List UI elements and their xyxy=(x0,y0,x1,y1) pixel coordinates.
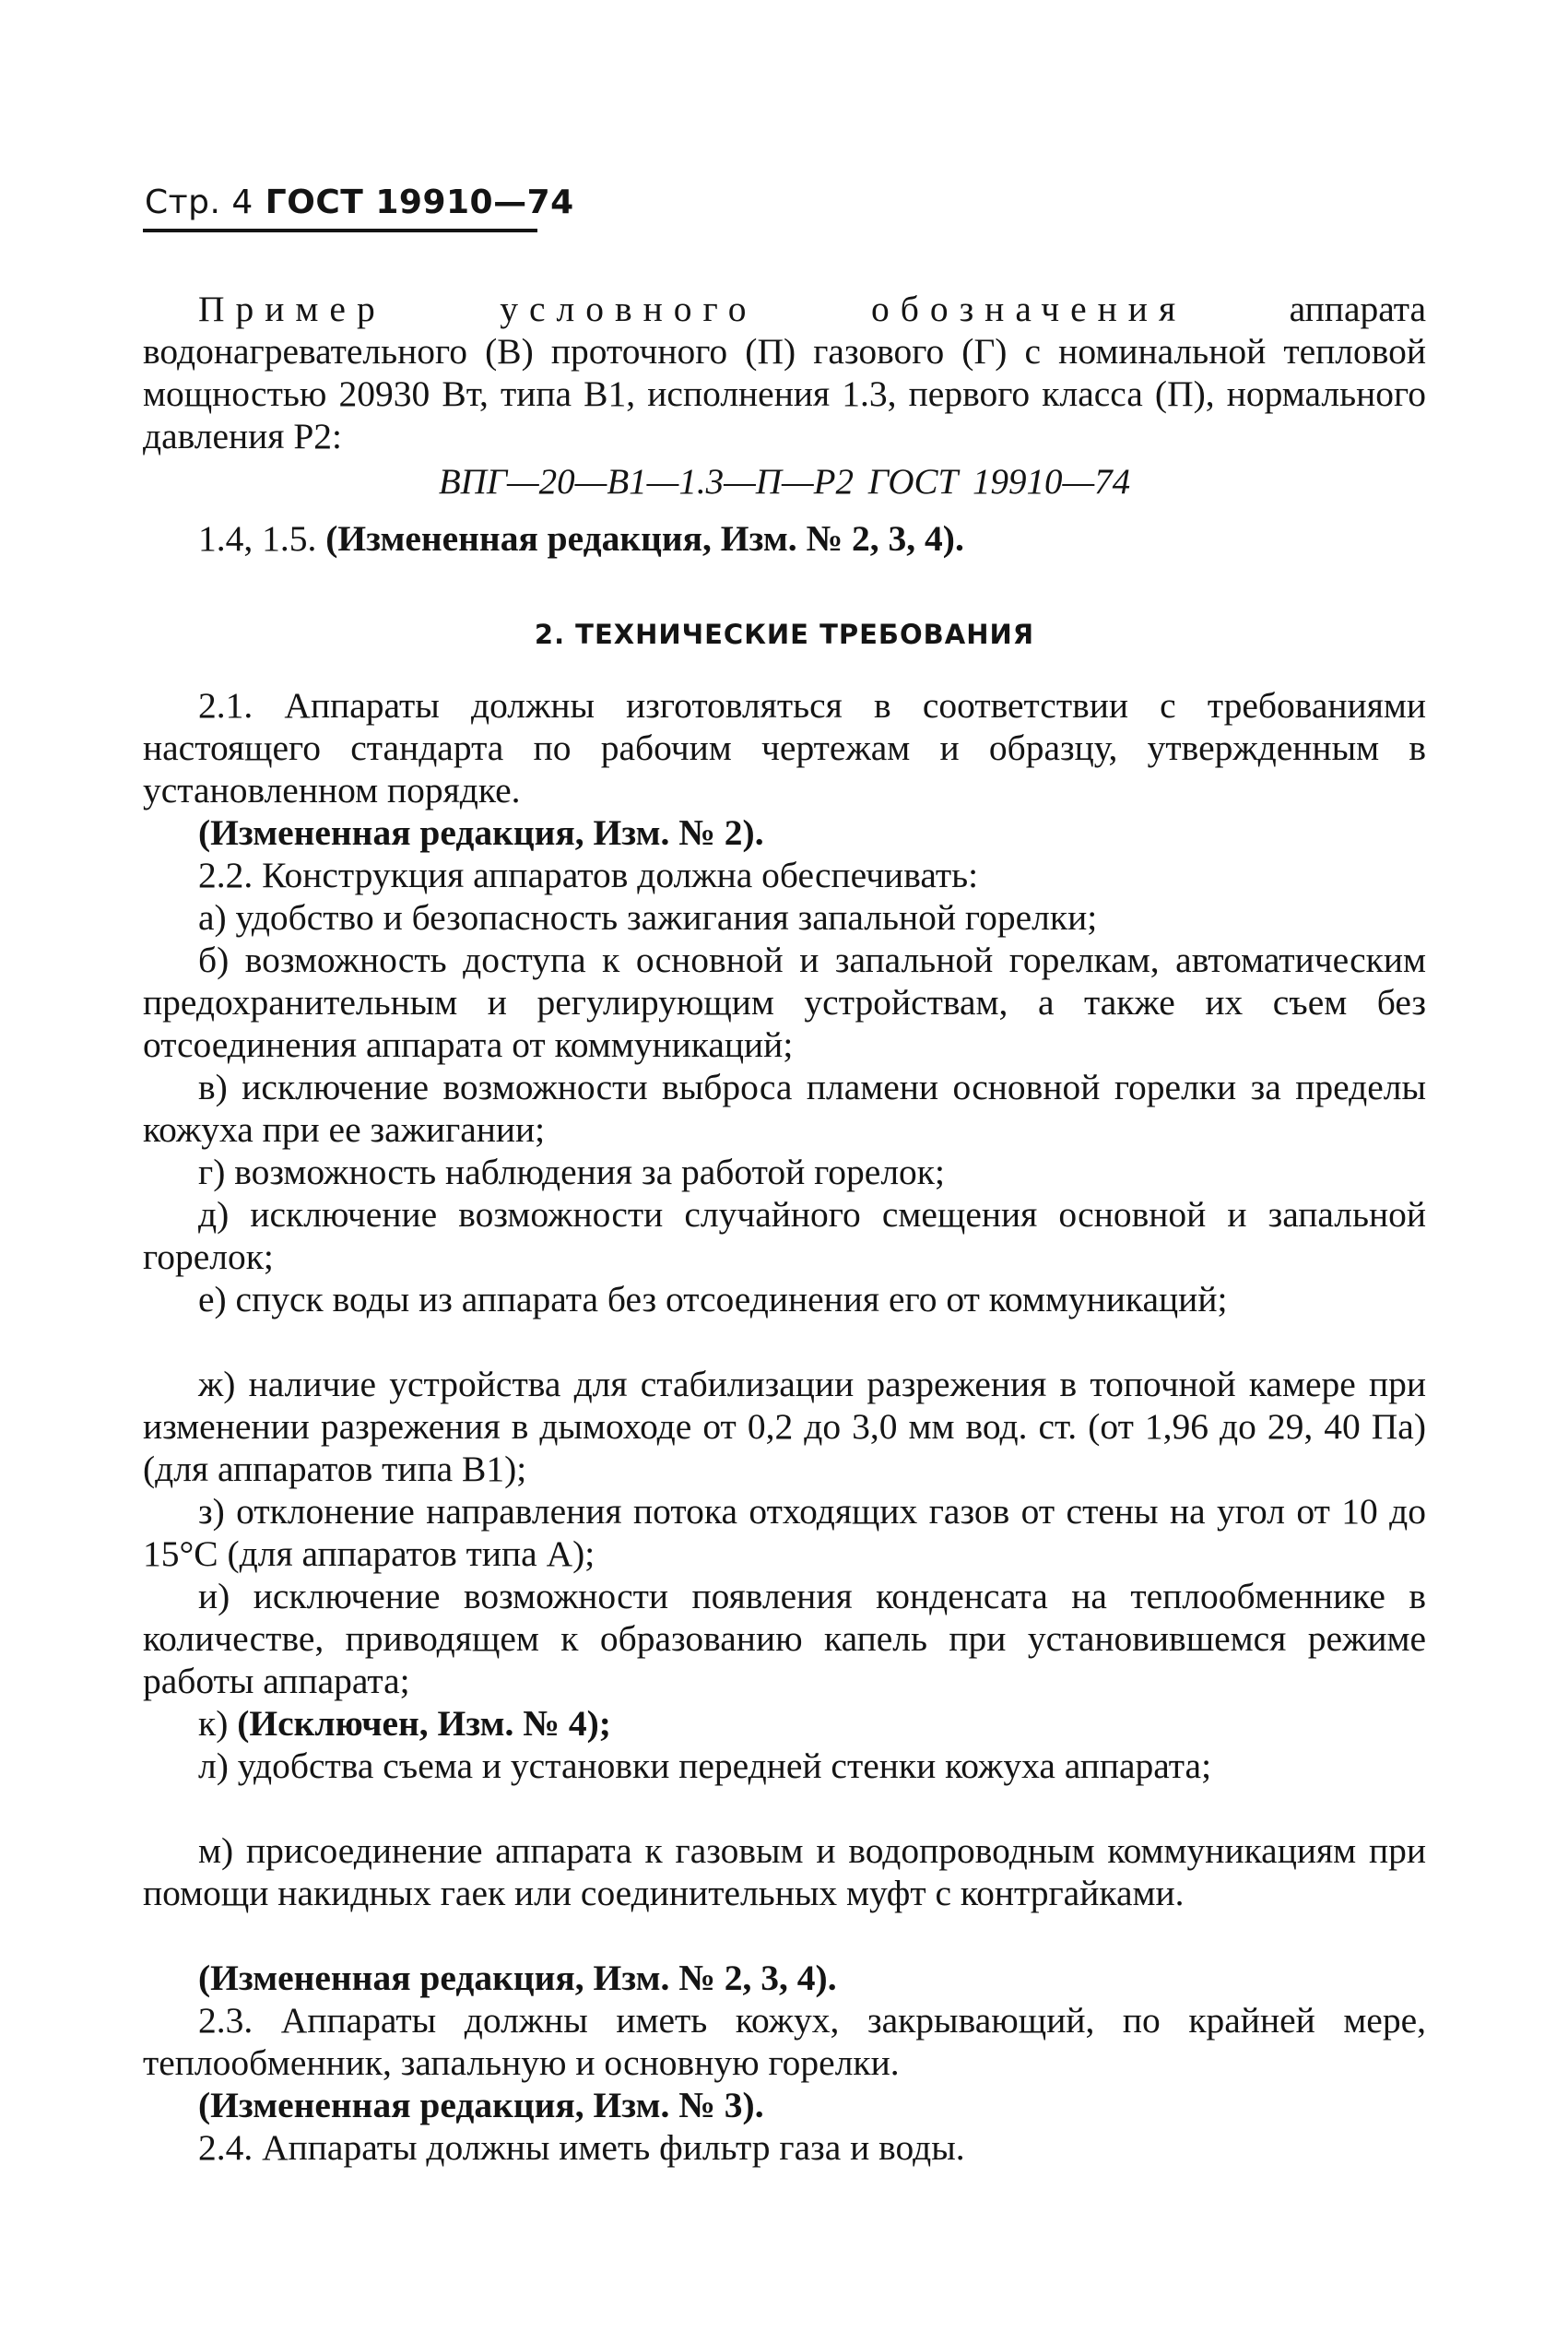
item-g: г) возможность наблюдения за работой горелок; xyxy=(198,1152,945,1192)
item-a: а) удобство и безопасность зажигания запальной горелки; xyxy=(198,897,1098,938)
item-d: д) исключение возможности случайного смещения основной и запальной горелок; xyxy=(143,1194,1426,1277)
amendment-note-2: (Измененная редакция, Изм. № 2). xyxy=(198,812,764,853)
product-designation: ВПГ—20—В1—1.3—П—Р2 ГОСТ 19910—74 xyxy=(438,462,1131,502)
item-l: л) удобства съема и установки передней стенки кожуха аппарата; xyxy=(198,1745,1212,1786)
clause-2-4: 2.4. Аппараты должны иметь фильтр газа и воды. xyxy=(198,2127,965,2168)
item-z: з) отклонение направления потока отходящих газов от стены на угол от 10 до 15°С (для аппаратов типа А); xyxy=(143,1491,1426,1574)
standard-number: ГОСТ 19910—74 xyxy=(265,183,574,221)
example-lead: Пример условного обозначения xyxy=(198,289,1187,329)
amendment-note-4: (Измененная редакция, Изм. № 3). xyxy=(198,2085,764,2125)
amendment-note-1 xyxy=(198,517,964,560)
example-paragraph xyxy=(143,288,1426,457)
clause-2-2: 2.2. Конструкция аппаратов должна обеспечивать: xyxy=(198,855,979,895)
item-k xyxy=(198,1702,611,1745)
section-title: 2. ТЕХНИЧЕСКИЕ ТРЕБОВАНИЯ xyxy=(534,619,1035,650)
item-k-text: (Исключен, Изм. № 4); xyxy=(237,1703,611,1744)
item-i: и) исключение возможности появления конденсата на теплообменнике в количестве, приводящем к образованию капель при установившемся режиме работы аппарата; xyxy=(143,1576,1426,1701)
header-rule xyxy=(143,229,537,232)
item-b: б) возможность доступа к основной и запальной горелкам, автоматическим предохранительным и регулирующим устройствам, а также их съем без отсоединения аппарата от коммуникаций; xyxy=(143,940,1426,1065)
item-k-label: к) xyxy=(198,1703,229,1744)
item-m: м) присоединение аппарата к газовым и водопроводным коммуникациям при помощи накидных гаек или соединительных муфт с контргайками. xyxy=(143,1830,1426,1913)
amendment-text: (Измененная редакция, Изм. № 2, 3, 4). xyxy=(325,518,964,559)
item-v: в) исключение возможности выброса пламени основной горелки за пределы кожуха при ее зажигании; xyxy=(143,1067,1426,1150)
running-header xyxy=(145,183,574,223)
item-zh: ж) наличие устройства для стабилизации разрежения в топочной камере при изменении разрежения в дымоходе от 0,2 до 3,0 мм вод. ст. (от 1,96 до 29, 40 Па) (для аппаратов типа В1); xyxy=(143,1364,1426,1489)
example-text: аппарата водонагревательного (В) проточного (П) газового (Г) с номинальной тепловой мощностью 20930 Вт, типа В1, исполнения 1.3, первого класса (П), нормального давления Р2: xyxy=(143,289,1427,456)
amendment-note-3: (Измененная редакция, Изм. № 2, 3, 4). xyxy=(198,1958,837,1998)
clause-2-1: 2.1. Аппараты должны изготовляться в соответствии с требованиями настоящего стандарта по рабочим чертежам и образцу, утвержденным в установленном порядке. xyxy=(143,685,1426,811)
page-label: Стр. 4 xyxy=(145,183,253,221)
amendment-ref: 1.4, 1.5. xyxy=(198,518,317,559)
clause-2-3: 2.3. Аппараты должны иметь кожух, закрывающий, по крайней мере, теплообменник, запальную и основную горелки. xyxy=(143,2000,1426,2083)
item-e: е) спуск воды из аппарата без отсоединения его от коммуникаций; xyxy=(198,1279,1228,1319)
